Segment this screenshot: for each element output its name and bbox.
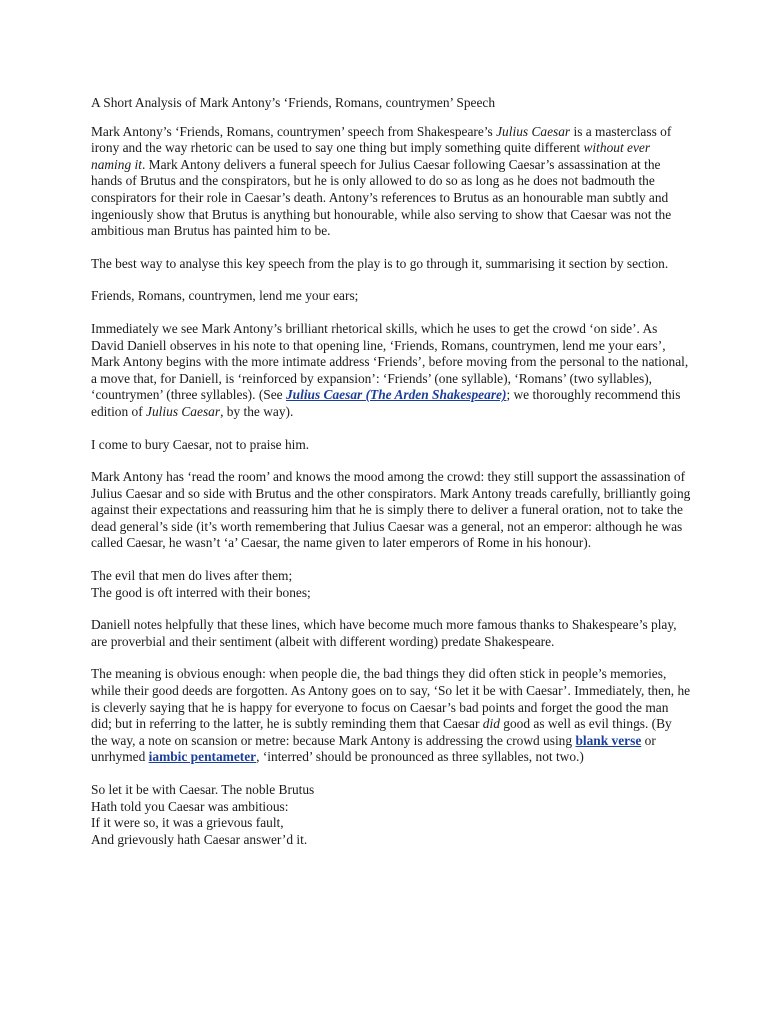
arden-edition-link[interactable] <box>286 387 506 402</box>
read-the-room-paragraph: Mark Antony has ‘read the room’ and knows the mood among the crowd: they still support the assassination of Julius Caesar and so side with Brutus and the other conspirators. Mark Antony treads carefully, brilliantly going against their expectations and reassuring him that he is simply there to deliver a funeral oration, not to take the dead general’s side (it’s worth remembering that Julius Caesar was a general, not an emperor: although he was called Caesar, he wasn’t ‘a’ Caesar, the name given to later emperors of Rome in his honour). <box>91 469 691 551</box>
verse-line: If it were so, it was a grievous fault, <box>91 815 284 831</box>
intro-emphasis: without ever naming it <box>91 140 651 172</box>
speech-quote-4 <box>91 782 691 848</box>
intro-text-3: . Mark Antony delivers a funeral speech for Julius Caesar following Caesar’s assassination at the hands of Brutus and the conspirators, but he is only allowed to do so as long as he does not badmouth the conspirators for their role in Caesar’s death. Antony’s references to Brutus as an honourable man subtly and ingeniously show that Brutus is anything but honourable, while also serving to show that Caesar was not the ambitious man Brutus has painted him to be. <box>91 156 672 239</box>
meaning-text-1: The meaning is obvious enough: when people die, the bad things they did often stick in people’s memories, while their good deeds are forgotten. As Antony goes on to say, ‘So let it be with Caesar’. Immediately, then, he is cleverly saying that he is happy for everyone to focus on Caesar’s bad points and forget the good the man did; but in referring to the latter, he is subtly reminding them that Caesar <box>91 666 691 732</box>
verse-line: And grievously hath Caesar answer’d it. <box>91 831 308 847</box>
document-title: A Short Analysis of Mark Antony’s ‘Friends, Romans, countrymen’ Speech <box>91 95 496 110</box>
play-title: Julius Caesar <box>496 123 571 139</box>
intro-text-2: is a masterclass of irony and the way rhetoric can be used to say one thing but imply something quite different <box>91 123 672 156</box>
verse-line: The good is oft interred with their bones; <box>91 584 311 600</box>
document-body <box>91 95 691 864</box>
iambic-pentameter-link[interactable]: iambic pentameter <box>148 749 257 765</box>
arden-edition-link-label: Julius Caesar (The Arden Shakespeare) <box>285 387 507 403</box>
meaning-text-4: , ‘interred’ should be pronounced as three syllables, not two.) <box>256 749 584 765</box>
speech-quote-2: I come to bury Caesar, not to praise him. <box>91 436 310 452</box>
meaning-paragraph <box>91 666 691 766</box>
daniell-paragraph: Daniell notes helpfully that these lines, which have become much more famous thanks to Shakespeare’s play, are proverbial and their sentiment (albeit with different wording) predate Shakespeare. <box>91 617 677 649</box>
intro-paragraph <box>91 124 691 240</box>
speech-quote-1: Friends, Romans, countrymen, lend me your ears; <box>91 288 359 304</box>
meaning-text-2: good as well as evil things. (By the way, a note on scansion or metre: because Mark Antony is addressing the crowd using <box>91 716 672 748</box>
speech-quote-3 <box>91 568 691 601</box>
verse-line: So let it be with Caesar. The noble Brutus <box>91 782 315 797</box>
verse-line: Hath told you Caesar was ambitious: <box>91 798 289 814</box>
rhetoric-paragraph <box>91 321 691 421</box>
blank-verse-link[interactable]: blank verse <box>575 732 642 748</box>
approach-paragraph: The best way to analyse this key speech from the play is to go through it, summarising it section by section. <box>91 255 669 271</box>
play-title: Julius Caesar <box>146 403 221 419</box>
rhetoric-text-3: , by the way). <box>220 403 294 419</box>
meaning-text-3: or unrhymed <box>91 732 656 765</box>
verse-line: The evil that men do lives after them; <box>91 568 293 584</box>
intro-text-1: Mark Antony’s ‘Friends, Romans, countrymen’ speech from Shakespeare’s <box>91 123 497 139</box>
rhetoric-text-2: ; we thoroughly recommend this edition of <box>91 387 681 419</box>
rhetoric-text-1: Immediately we see Mark Antony’s brilliant rhetorical skills, which he uses to get the crowd ‘on side’. As David Daniell observes in his note to that opening line, ‘Friends, Romans, countrymen, lend me your ears’, Mark Antony begins with the more intimate address ‘Friends’, before moving from the personal to the national, a move that, for Daniell, is ‘reinforced by expansion’: ‘Friends’ (one syllable), ‘Romans’ (two syllables), ‘countrymen’ (three syllables). (See <box>91 320 689 403</box>
meaning-emphasis: did <box>482 716 500 732</box>
